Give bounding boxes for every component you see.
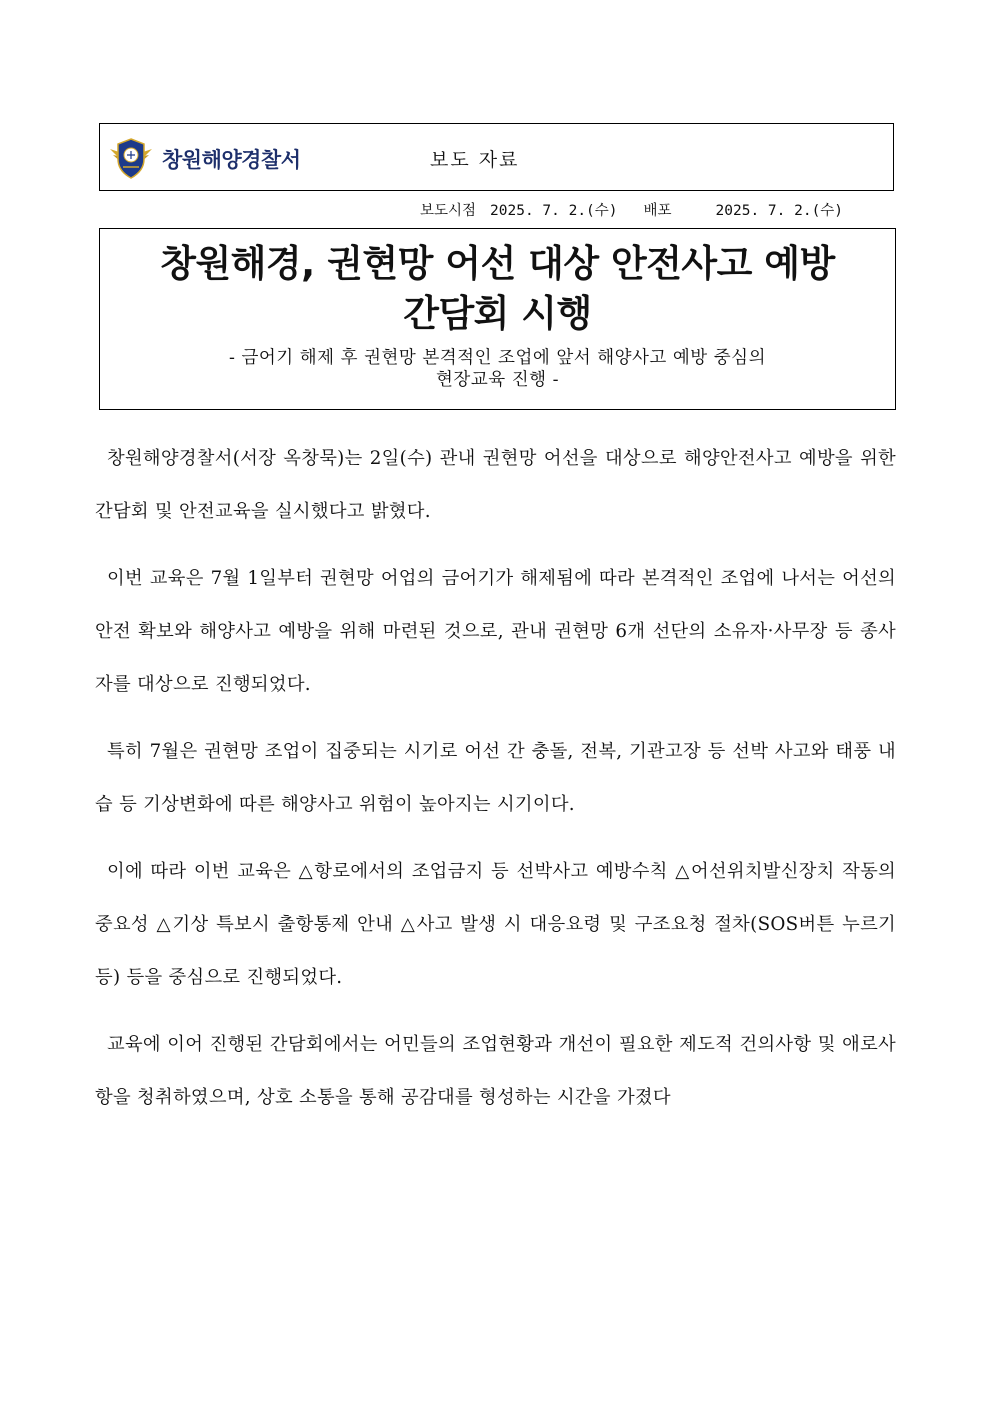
release-label: 보도 자료 xyxy=(430,149,520,171)
headline-subtitle xyxy=(124,347,871,391)
release-dates xyxy=(420,199,843,220)
distribution-value: 2025. 7. 2.(수) xyxy=(715,203,844,219)
headline-subtitle-line2: 현장교육 진행 - xyxy=(436,370,559,390)
distribution-label: 배포 xyxy=(643,203,672,219)
body-paragraph: 교육에 이어 진행된 간담회에서는 어민들의 조업현황과 개선이 필요한 제도적 건의사항 및 애로사항을 청취하였으며, 상호 소통을 통해 공감대를 형성하는 시간을 가졌다 xyxy=(95,1034,896,1108)
release-time-value: 2025. 7. 2.(수) xyxy=(490,203,618,219)
headline-title xyxy=(120,239,875,339)
press-release-header xyxy=(99,123,894,191)
release-time-label: 보도시점 xyxy=(420,203,477,219)
body-paragraph: 창원해양경찰서(서장 옥창묵)는 2일(수) 관내 권현망 어선을 대상으로 해양안전사고 예방을 위한 간담회 및 안전교육을 실시했다고 밝혔다. xyxy=(95,448,896,522)
body-paragraph: 이에 따라 이번 교육은 △항로에서의 조업금지 등 선박사고 예방수칙 △어선위치발신장치 작동의 중요성 △기상 특보시 출항통제 안내 △사고 발생 시 대응요령 및 구조요청 절차(SOS버튼 누르기 등) 등을 중심으로 진행되었다. xyxy=(95,861,896,988)
headline-title-line2: 간담회 시행 xyxy=(403,292,592,335)
coast-guard-emblem-icon xyxy=(108,135,154,181)
org-name: 창원해양경찰서 xyxy=(162,148,301,172)
headline-title-line1: 창원해경, 권현망 어선 대상 안전사고 예방 xyxy=(160,242,835,285)
article-body xyxy=(95,432,896,1138)
body-paragraph: 특히 7월은 권현망 조업이 집중되는 시기로 어선 간 충돌, 전복, 기관고장 등 선박 사고와 태풍 내습 등 기상변화에 따른 해양사고 위험이 높아지는 시기이다. xyxy=(95,741,896,815)
headline-subtitle-line1: - 금어기 해제 후 권현망 본격적인 조업에 앞서 해양사고 예방 중심의 xyxy=(229,348,766,368)
headline-box xyxy=(99,228,896,410)
body-paragraph: 이번 교육은 7월 1일부터 권현망 어업의 금어기가 해제됨에 따라 본격적인 조업에 나서는 어선의 안전 확보와 해양사고 예방을 위해 마련된 것으로, 관내 권현망 6개 선단의 소유자·사무장 등 종사자를 대상으로 진행되었다. xyxy=(95,568,896,695)
